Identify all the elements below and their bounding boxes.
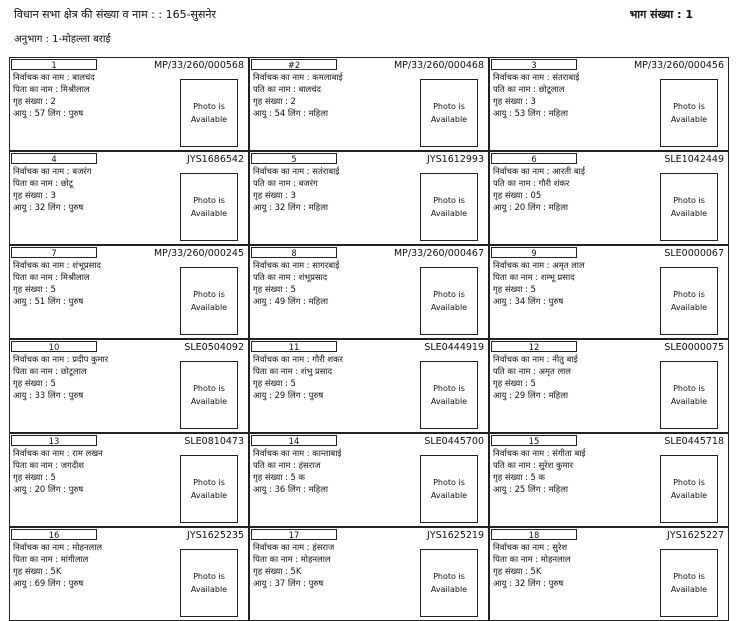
- age-gender: आयु : 25 लिंग : महिला: [493, 484, 569, 494]
- voter-card: [9, 433, 249, 527]
- relation-name: पति का नाम : बजरंग: [253, 178, 318, 188]
- relation-name: पिता का नाम : छोटूलाल: [13, 366, 87, 376]
- photo-placeholder: Photo is Available: [420, 173, 478, 241]
- age-gender: आयु : 36 लिंग : महिला: [253, 484, 329, 494]
- serial-number: 11: [251, 341, 337, 352]
- voter-card: [489, 151, 729, 245]
- photo-placeholder: Photo is Available: [660, 267, 718, 335]
- part-number: भाग संख्या : 1: [629, 8, 693, 21]
- voter-card: [489, 433, 729, 527]
- house-number: गृह संख्या : 2: [13, 96, 56, 106]
- epic-number: JYS1625219: [427, 530, 484, 541]
- house-number: गृह संख्या : 5: [13, 378, 56, 388]
- voter-card: [9, 151, 249, 245]
- house-number: गृह संख्या : 5K: [13, 566, 62, 576]
- voter-card: [249, 245, 489, 339]
- age-gender: आयु : 53 लिंग : महिला: [493, 108, 569, 118]
- house-number: गृह संख्या : 5K: [253, 566, 302, 576]
- epic-number: SLE1042449: [664, 154, 724, 165]
- serial-number: 7: [11, 247, 97, 258]
- elector-name: निर्वाचक का नाम : मोहनलाल: [13, 542, 103, 552]
- elector-name: निर्वाचक का नाम : बजरंग: [13, 166, 92, 176]
- age-gender: आयु : 32 लिंग : पुरुष: [493, 578, 564, 588]
- elector-name: निर्वाचक का नाम : संगीता बाई: [493, 448, 586, 458]
- elector-name: निर्वाचक का नाम : राम लखन: [13, 448, 103, 458]
- photo-placeholder: Photo is Available: [180, 79, 238, 147]
- house-number: गृह संख्या : 5: [253, 284, 296, 294]
- elector-name: निर्वाचक का नाम : नीतु बाई: [493, 354, 578, 364]
- house-number: गृह संख्या : 5: [13, 284, 56, 294]
- voter-card: [489, 245, 729, 339]
- age-gender: आयु : 32 लिंग : पुरुष: [13, 202, 84, 212]
- relation-name: पिता का नाम : मोहनलाल: [493, 554, 571, 564]
- age-gender: आयु : 34 लिंग : पुरुष: [493, 296, 564, 306]
- elector-name: निर्वाचक का नाम : आरती बाई: [493, 166, 585, 176]
- serial-number: 14: [251, 435, 337, 446]
- voter-card: [9, 57, 249, 151]
- voter-card: [249, 151, 489, 245]
- house-number: गृह संख्या : 5 क: [493, 472, 545, 482]
- epic-number: MP/33/260/000568: [153, 60, 244, 71]
- elector-name: निर्वाचक का नाम : प्रदीप कुमार: [13, 354, 109, 364]
- epic-number: SLE0810473: [184, 436, 244, 447]
- photo-placeholder: Photo is Available: [660, 79, 718, 147]
- elector-name: निर्वाचक का नाम : कान्ताबाई: [253, 448, 342, 458]
- elector-name: निर्वाचक का नाम : सागरबाई: [253, 260, 340, 270]
- elector-name: निर्वाचक का नाम : सुरेश: [493, 542, 568, 552]
- photo-placeholder: Photo is Available: [660, 455, 718, 523]
- epic-number: SLE0504092: [184, 342, 244, 353]
- house-number: गृह संख्या : 05: [493, 190, 542, 200]
- relation-name: पिता का नाम : मिश्रीलाल: [13, 272, 90, 282]
- epic-number: JYS1625227: [667, 530, 724, 541]
- voter-card-grid: [9, 57, 729, 621]
- relation-name: पति का नाम : सुरेश कुमार: [493, 460, 574, 470]
- elector-name: निर्वाचक का नाम : संतराबाई: [493, 72, 580, 82]
- relation-name: पिता का नाम : शम्भू प्रसाद: [493, 272, 575, 282]
- epic-number: JYS1612993: [427, 154, 484, 165]
- photo-placeholder: Photo is Available: [420, 267, 478, 335]
- voter-card: [9, 339, 249, 433]
- serial-number: 5: [251, 153, 337, 164]
- relation-name: पति का नाम : बालचंद: [253, 84, 321, 94]
- age-gender: आयु : 29 लिंग : महिला: [493, 390, 569, 400]
- age-gender: आयु : 33 लिंग : पुरुष: [13, 390, 84, 400]
- house-number: गृह संख्या : 3: [253, 190, 296, 200]
- house-number: गृह संख्या : 3: [493, 96, 536, 106]
- voter-card: [249, 339, 489, 433]
- house-number: गृह संख्या : 5: [13, 472, 56, 482]
- photo-placeholder: Photo is Available: [180, 173, 238, 241]
- elector-name: निर्वाचक का नाम : गौरी शकर: [253, 354, 343, 364]
- voter-card: [489, 57, 729, 151]
- relation-name: पिता का नाम : मिश्रीलाल: [13, 84, 90, 94]
- relation-name: पति का नाम : हंसराज: [253, 460, 321, 470]
- constituency-title: विधान सभा क्षेत्र की संख्या व नाम : : 165-सुसनेर: [14, 8, 217, 21]
- epic-number: MP/33/260/000467: [393, 248, 484, 259]
- voter-card: [249, 433, 489, 527]
- epic-number: SLE0445718: [664, 436, 724, 447]
- house-number: गृह संख्या : 2: [253, 96, 296, 106]
- relation-name: पिता का नाम : जगदीश: [13, 460, 85, 470]
- age-gender: आयु : 20 लिंग : महिला: [493, 202, 569, 212]
- photo-placeholder: Photo is Available: [180, 549, 238, 617]
- elector-name: निर्वाचक का नाम : कमलाबाई: [253, 72, 343, 82]
- serial-number: 10: [11, 341, 97, 352]
- epic-number: SLE0000075: [664, 342, 724, 353]
- photo-placeholder: Photo is Available: [660, 361, 718, 429]
- epic-number: MP/33/260/000468: [393, 60, 484, 71]
- relation-name: पिता का नाम : शंभु प्रसाद: [253, 366, 333, 376]
- serial-number: #2: [251, 59, 337, 70]
- serial-number: 18: [491, 529, 577, 540]
- epic-number: MP/33/260/000456: [633, 60, 724, 71]
- house-number: गृह संख्या : 5: [253, 378, 296, 388]
- serial-number: 13: [11, 435, 97, 446]
- elector-name: निर्वाचक का नाम : हंसराज: [253, 542, 335, 552]
- voter-card: [249, 527, 489, 621]
- age-gender: आयु : 57 लिंग : पुरुष: [13, 108, 84, 118]
- photo-placeholder: Photo is Available: [420, 455, 478, 523]
- photo-placeholder: Photo is Available: [180, 455, 238, 523]
- serial-number: 16: [11, 529, 97, 540]
- serial-number: 6: [491, 153, 577, 164]
- voter-card: [489, 527, 729, 621]
- age-gender: आयु : 69 लिंग : पुरुष: [13, 578, 84, 588]
- relation-name: पति का नाम : शंभूप्रसाद: [253, 272, 328, 282]
- photo-placeholder: Photo is Available: [180, 267, 238, 335]
- epic-number: SLE0444919: [424, 342, 484, 353]
- photo-placeholder: Photo is Available: [420, 549, 478, 617]
- age-gender: आयु : 51 लिंग : पुरुष: [13, 296, 84, 306]
- epic-number: MP/33/260/000245: [153, 248, 244, 259]
- house-number: गृह संख्या : 5K: [493, 566, 542, 576]
- serial-number: 4: [11, 153, 97, 164]
- house-number: गृह संख्या : 3: [13, 190, 56, 200]
- house-number: गृह संख्या : 5 क: [253, 472, 305, 482]
- voter-card: [249, 57, 489, 151]
- photo-placeholder: Photo is Available: [420, 361, 478, 429]
- epic-number: SLE0000067: [664, 248, 724, 259]
- serial-number: 3: [491, 59, 577, 70]
- photo-placeholder: Photo is Available: [660, 173, 718, 241]
- serial-number: 15: [491, 435, 577, 446]
- serial-number: 1: [11, 59, 97, 70]
- elector-name: निर्वाचक का नाम : बालचंद: [13, 72, 95, 82]
- age-gender: आयु : 54 लिंग : महिला: [253, 108, 329, 118]
- serial-number: 17: [251, 529, 337, 540]
- age-gender: आयु : 32 लिंग : महिला: [253, 202, 329, 212]
- voter-card: [9, 245, 249, 339]
- voter-card: [9, 527, 249, 621]
- photo-placeholder: Photo is Available: [660, 549, 718, 617]
- voter-card: [489, 339, 729, 433]
- relation-name: पिता का नाम : मांगीलाल: [13, 554, 89, 564]
- relation-name: पति का नाम : छोटूलाल: [493, 84, 565, 94]
- photo-placeholder: Photo is Available: [420, 79, 478, 147]
- epic-number: SLE0445700: [424, 436, 484, 447]
- epic-number: JYS1686542: [187, 154, 244, 165]
- elector-name: निर्वाचक का नाम : अमृत लाल: [493, 260, 585, 270]
- house-number: गृह संख्या : 5: [493, 284, 536, 294]
- relation-name: पति का नाम : अमृत लाल: [493, 366, 571, 376]
- elector-name: निर्वाचक का नाम : सतंराबाई: [253, 166, 340, 176]
- house-number: गृह संख्या : 5: [493, 378, 536, 388]
- photo-placeholder: Photo is Available: [180, 361, 238, 429]
- relation-name: पति का नाम : गौरी शंकर: [493, 178, 570, 188]
- elector-name: निर्वाचक का नाम : शंभूप्रसाद: [13, 260, 101, 270]
- serial-number: 12: [491, 341, 577, 352]
- age-gender: आयु : 20 लिंग : पुरुष: [13, 484, 84, 494]
- serial-number: 9: [491, 247, 577, 258]
- age-gender: आयु : 37 लिंग : पुरुष: [253, 578, 324, 588]
- serial-number: 8: [251, 247, 337, 258]
- section-name: अनुभाग : 1-मोहल्ला बराई: [14, 34, 111, 45]
- epic-number: JYS1625235: [187, 530, 244, 541]
- relation-name: पिता का नाम : मोहनलाल: [253, 554, 331, 564]
- age-gender: आयु : 49 लिंग : महिला: [253, 296, 329, 306]
- age-gender: आयु : 29 लिंग : पुरुष: [253, 390, 324, 400]
- relation-name: पिता का नाम : छोटू: [13, 178, 74, 188]
